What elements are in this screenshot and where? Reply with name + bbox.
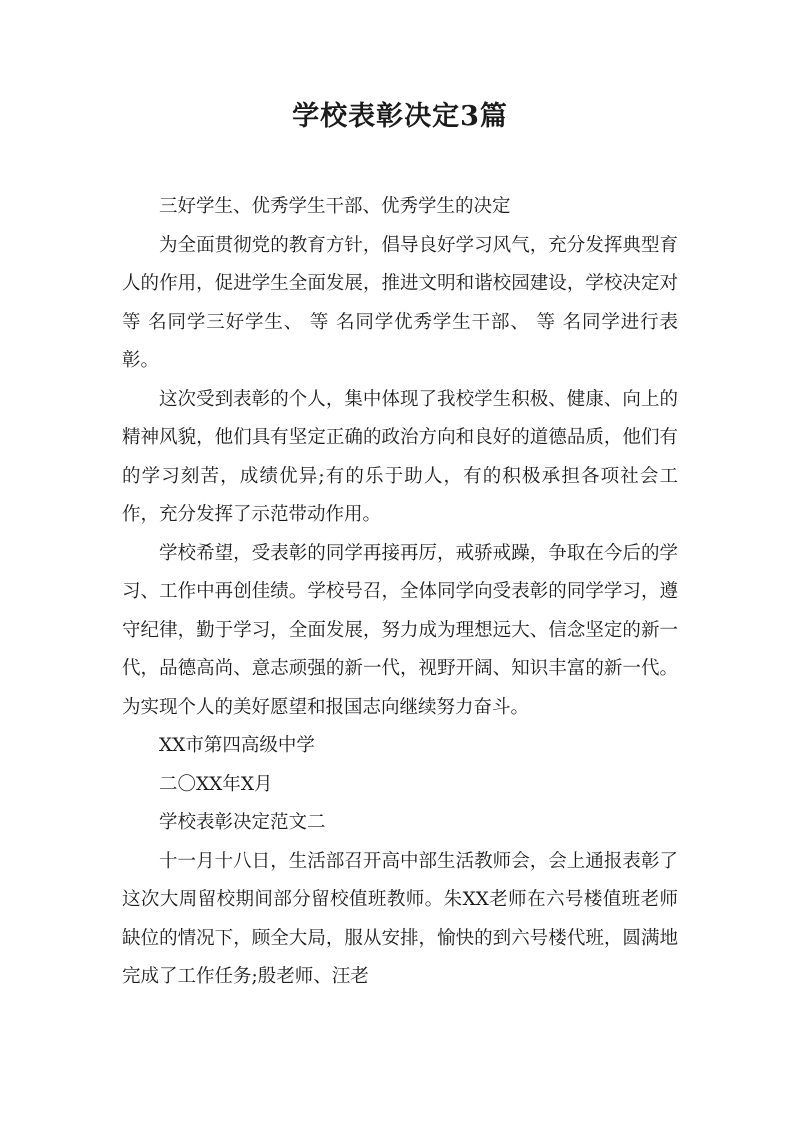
section-heading-1: 三好学生、优秀学生干部、优秀学生的决定: [159, 196, 511, 217]
paragraph: 学校希望，受表彰的同学再接再厉，戒骄戒躁，争取在今后的学习、工作中再创佳绩。学校号召，全体同学向受表彰的同学学习，遵守纪律，勤于学习，全面发展，努力成为理想远大、信念坚定的新一代，品德高尚、意志顽强的新一代，视野开阔、知识丰富的新一代。为实现个人的美好愿望和报国志向继续努力奋斗。: [122, 542, 678, 718]
paragraph: 这次受到表彰的个人，集中体现了我校学生积极、健康、向上的精神风貌，他们具有坚定正确的政治方向和良好的道德品质，他们有的学习刻苦，成绩优异;有的乐于助人，有的积极承担各项社会工作，充分发挥了示范带动作用。: [122, 388, 678, 525]
signature-school: XX市第四高级中学: [159, 735, 315, 756]
signature-date: 二〇XX年X月: [159, 773, 273, 795]
document-body: [122, 188, 678, 997]
section-heading-2: 学校表彰决定范文二: [159, 812, 326, 833]
paragraph: 为全面贯彻党的教育方针，倡导良好学习风气，充分发挥典型育人的作用，促进学生全面发展，推进文明和谐校园建设，学校决定对 等 名同学三好学生、 等 名同学优秀学生干部、 等 名同学进行表彰。: [122, 234, 678, 371]
paragraph: 十一月十八日，生活部召开高中部生活教师会，会上通报表彰了这次大周留校期间部分留校值班教师。朱XX老师在六号楼值班老师缺位的情况下，顾全大局，服从安排，愉快的到六号楼代班，圆满地完成了工作任务;殷老师、汪老: [122, 850, 678, 987]
document-title: 学校表彰决定3篇: [292, 101, 508, 132]
